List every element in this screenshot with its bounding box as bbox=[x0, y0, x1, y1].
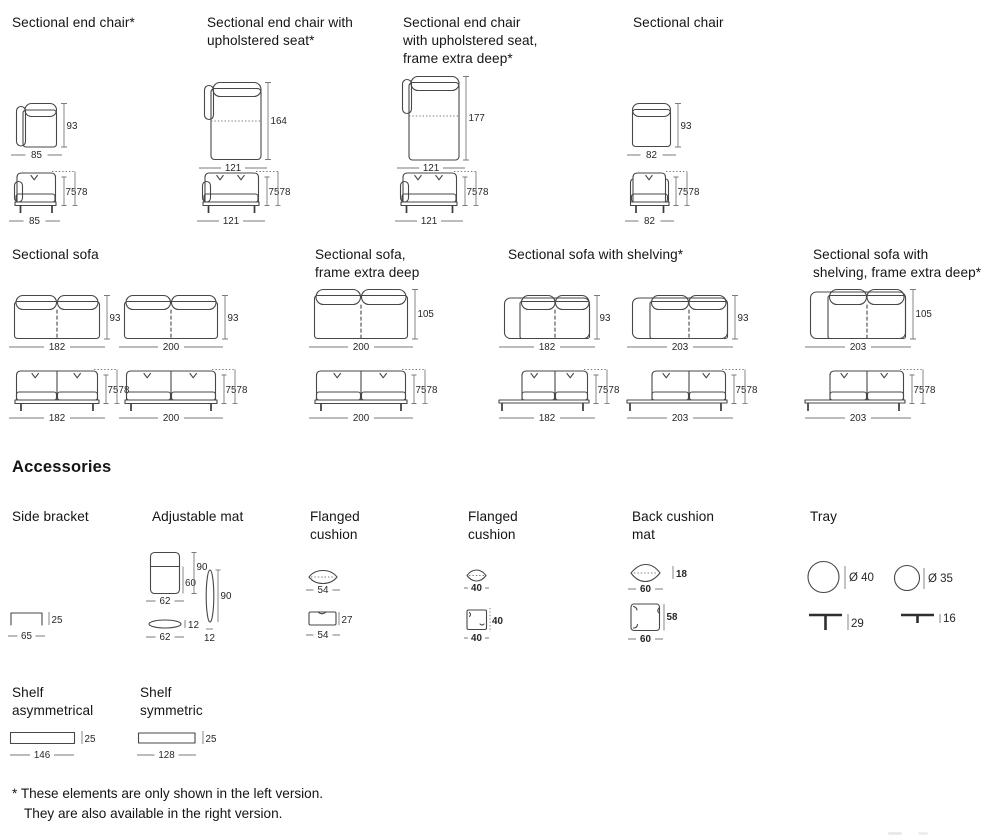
seat-height-dim: 75 bbox=[65, 187, 77, 198]
flanged-cushion-54-drawing bbox=[306, 564, 398, 650]
side-width-dim: 40 bbox=[471, 633, 482, 644]
end-chair-upholstered-front-view-drawing bbox=[196, 170, 298, 228]
depth-dim: 93 bbox=[680, 121, 692, 132]
sofa-182-front-view-drawing bbox=[8, 368, 136, 426]
sectional-chair-front-view-drawing bbox=[624, 170, 706, 228]
title-tray: Tray bbox=[810, 509, 838, 524]
sofa-shelving-182-front-view-drawing bbox=[498, 368, 626, 426]
width-dim: 85 bbox=[29, 216, 40, 227]
total-height-dim: 78 bbox=[746, 385, 758, 396]
title-sofa-shelving: Sectional sofa with shelving* bbox=[508, 247, 684, 262]
total-height-dim: 78 bbox=[279, 187, 291, 198]
sofa-shelving-203-front-view-drawing bbox=[626, 368, 766, 426]
width-dim: 182 bbox=[538, 342, 556, 353]
width-dim: 121 bbox=[222, 216, 240, 227]
side-height-dim: 40 bbox=[492, 616, 503, 627]
seat-height-dim: 75 bbox=[466, 187, 478, 198]
title-flanged-cushion-1: Flanged cushion bbox=[310, 509, 360, 542]
sofa-shelving-deep-top-view-drawing bbox=[804, 289, 940, 357]
height-dim: 25 bbox=[51, 615, 63, 626]
title-sectional-sofa: Sectional sofa bbox=[12, 247, 99, 262]
total-height-dim: 78 bbox=[924, 385, 936, 396]
seat-depth-dim: 60 bbox=[185, 578, 196, 589]
tray-drawing bbox=[806, 558, 992, 646]
top-width-dim: 60 bbox=[640, 584, 651, 595]
seat-height-dim: 75 bbox=[913, 385, 925, 396]
title-sectional-chair: Sectional chair bbox=[633, 15, 724, 30]
width-dim: 203 bbox=[849, 413, 867, 424]
top-width-dim: 54 bbox=[317, 585, 329, 596]
total-depth-dim: 90 bbox=[196, 562, 208, 573]
flanged-cushion-40-drawing bbox=[464, 564, 550, 652]
sofa-200-front-view-drawing bbox=[118, 368, 256, 426]
accessories-heading: Accessories bbox=[12, 458, 112, 476]
sofa-shelving-203-top-view-drawing bbox=[626, 295, 762, 357]
tray-height-small: 16 bbox=[943, 613, 956, 625]
title-back-cushion-mat: Back cushion mat bbox=[632, 509, 715, 542]
side-width-dim: 60 bbox=[640, 634, 651, 645]
roll-width-dim: 12 bbox=[204, 633, 215, 644]
footnote bbox=[12, 784, 612, 825]
total-height-dim: 78 bbox=[426, 385, 438, 396]
depth-dim: 93 bbox=[737, 313, 749, 324]
thickness-dim: 18 bbox=[676, 569, 687, 580]
depth-dim: 93 bbox=[599, 313, 611, 324]
width-dim: 82 bbox=[644, 216, 655, 227]
sofa-shelving-deep-front-view-drawing bbox=[804, 368, 944, 426]
seat-height-dim: 75 bbox=[107, 385, 119, 396]
adjustable-mat-drawing bbox=[146, 550, 254, 652]
title-shelf-symmetric: Shelf symmetric bbox=[140, 685, 203, 718]
sofa-182-top-view-drawing bbox=[8, 295, 134, 357]
width-dim: 200 bbox=[162, 413, 180, 424]
title-sofa-extra-deep: Sectional sofa, frame extra deep bbox=[315, 247, 420, 280]
end-chair-deep-front-view-drawing bbox=[394, 170, 496, 228]
depth-dim: 164 bbox=[270, 116, 287, 127]
total-height-dim: 78 bbox=[608, 385, 620, 396]
depth-dim: 105 bbox=[417, 309, 434, 320]
width-dim: 200 bbox=[352, 342, 370, 353]
width-dim: 200 bbox=[352, 413, 370, 424]
sofa-200-top-view-drawing bbox=[118, 295, 252, 357]
title-sofa-shelving-deep: Sectional sofa with shelving, frame extra deep* bbox=[813, 247, 982, 280]
width-dim: 121 bbox=[420, 216, 438, 227]
depth-dim: 93 bbox=[227, 313, 239, 324]
seat-height-dim: 75 bbox=[415, 385, 427, 396]
width-dim: 85 bbox=[31, 150, 42, 161]
title-flanged-cushion-2: Flanged cushion bbox=[468, 509, 518, 542]
end-chair-top-view-drawing bbox=[10, 103, 90, 163]
tray-diameter-large: Ø 40 bbox=[849, 572, 874, 584]
back-cushion-mat-drawing bbox=[628, 558, 732, 652]
sectional-chair-top-view-drawing bbox=[626, 103, 704, 163]
width-dim: 203 bbox=[671, 342, 689, 353]
footnote-line-1: * These elements are only shown in the left version. bbox=[12, 786, 324, 801]
page-edge-artifact bbox=[888, 832, 902, 835]
title-end-chair-upholstered: Sectional end chair with upholstered seat* bbox=[207, 15, 353, 48]
depth-dim: 177 bbox=[468, 113, 485, 124]
width-dim: 203 bbox=[849, 342, 867, 353]
title-shelf-asymmetrical: Shelf asymmetrical bbox=[12, 685, 94, 718]
depth-dim: 93 bbox=[66, 121, 78, 132]
title-end-chair-upholstered-deep: Sectional end chair with upholstered seat, frame extra deep* bbox=[403, 15, 538, 66]
height-dim: 25 bbox=[84, 734, 96, 745]
footnote-line-2: They are also available in the right version. bbox=[24, 806, 283, 822]
height-dim: 25 bbox=[205, 734, 217, 745]
width-dim: 62 bbox=[159, 596, 171, 607]
width-dim: 200 bbox=[162, 342, 180, 353]
sofa-shelving-182-top-view-drawing bbox=[498, 295, 624, 357]
end-chair-upholstered-top-view-drawing bbox=[198, 82, 296, 178]
side-bracket-drawing bbox=[8, 606, 118, 654]
seat-height-dim: 75 bbox=[268, 187, 280, 198]
depth-dim: 93 bbox=[109, 313, 121, 324]
width-dim: 182 bbox=[538, 413, 556, 424]
width-dim: 146 bbox=[33, 750, 51, 761]
width-dim: 121 bbox=[224, 163, 242, 174]
tray-height-large: 29 bbox=[851, 618, 864, 630]
end-chair-front-view-drawing bbox=[8, 170, 92, 228]
tray-diameter-small: Ø 35 bbox=[928, 573, 953, 585]
width-dim: 203 bbox=[671, 413, 689, 424]
seat-height-dim: 75 bbox=[735, 385, 747, 396]
flat-height-dim: 12 bbox=[188, 620, 199, 631]
title-side-bracket: Side bracket bbox=[12, 509, 89, 524]
width-dim: 128 bbox=[158, 750, 175, 761]
side-width-dim: 54 bbox=[317, 630, 329, 641]
total-height-dim: 78 bbox=[118, 385, 130, 396]
width-dim: 121 bbox=[422, 163, 440, 174]
total-height-dim: 78 bbox=[236, 385, 248, 396]
total-height-dim: 78 bbox=[477, 187, 489, 198]
total-height-dim: 78 bbox=[76, 187, 88, 198]
width-dim: 182 bbox=[48, 342, 66, 353]
seat-height-dim: 75 bbox=[597, 385, 609, 396]
end-chair-deep-top-view-drawing bbox=[396, 76, 494, 180]
sofa-deep-top-view-drawing bbox=[308, 289, 442, 357]
seat-height-dim: 75 bbox=[677, 187, 689, 198]
sofa-deep-front-view-drawing bbox=[308, 368, 446, 426]
shelf-symmetric-drawing bbox=[136, 730, 276, 770]
roll-height-dim: 90 bbox=[220, 591, 232, 602]
width-dim: 182 bbox=[48, 413, 66, 424]
depth-dim: 105 bbox=[915, 309, 932, 320]
seat-height-dim: 75 bbox=[225, 385, 237, 396]
side-height-dim: 58 bbox=[666, 612, 678, 623]
total-height-dim: 78 bbox=[688, 187, 700, 198]
top-width-dim: 40 bbox=[471, 583, 482, 594]
page-edge-artifact bbox=[918, 832, 928, 835]
width-dim: 65 bbox=[21, 631, 32, 642]
title-adjustable-mat: Adjustable mat bbox=[152, 509, 244, 524]
flat-width-dim: 62 bbox=[159, 632, 171, 643]
title-sectional-end-chair: Sectional end chair* bbox=[12, 15, 135, 30]
side-height-dim: 27 bbox=[341, 615, 353, 626]
width-dim: 82 bbox=[646, 150, 657, 161]
